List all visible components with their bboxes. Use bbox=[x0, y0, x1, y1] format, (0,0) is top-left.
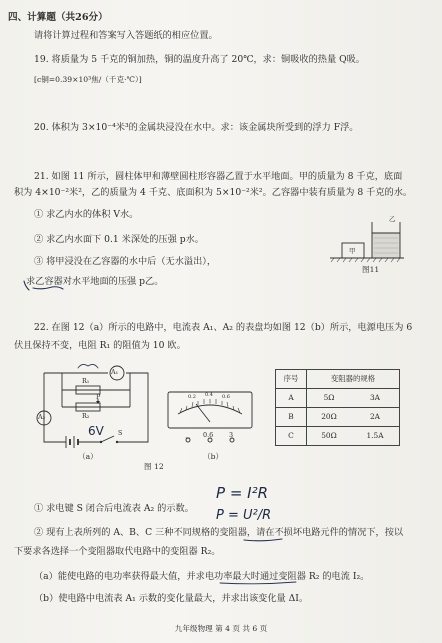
dial-terminal-06: 0.6 bbox=[203, 431, 214, 439]
figure-11-caption: 图11 bbox=[362, 265, 380, 274]
question-21-sub1: ① 求乙内水的体积 V水。 bbox=[34, 209, 139, 220]
ammeter-a1-label: A₁ bbox=[111, 368, 119, 376]
slider-p-label: P bbox=[96, 393, 101, 401]
question-19-note: [c铜=0.39×10³焦/（千克·℃）] bbox=[34, 75, 142, 84]
figure-12-caption: 图 12 bbox=[144, 462, 164, 471]
table-header: 序号 bbox=[276, 370, 307, 389]
section-instruction: 请将计算过程和答案写入答题纸的相应位置。 bbox=[34, 30, 218, 41]
dial-terminal-minus: − bbox=[185, 434, 191, 442]
question-22-line1: 22. 在图 12（a）所示的电路中，电流表 A₁、A₂ 的表盘均如图 12（b）所示，电源电压为 6 bbox=[34, 322, 413, 333]
figure-12a-caption: （a） bbox=[78, 452, 98, 461]
figure-11-label-jia: 甲 bbox=[349, 247, 356, 255]
question-22-line2: 伏且保持不变，电阻 R₁ 的阻值为 10 欧。 bbox=[14, 340, 186, 351]
handwritten-formula-2: P = U²/R bbox=[216, 508, 272, 523]
question-22-sub2b: 下要求各选择一个变阻器取代电路中的变阻器 R₂。 bbox=[14, 546, 221, 557]
dial-scale-small-1: 0.2 bbox=[188, 394, 196, 400]
ammeter-a2-label: A₂ bbox=[38, 413, 46, 421]
dial-terminal-3: 3 bbox=[229, 431, 234, 439]
question-22-sub2c: （a）能使电路的电功率获得最大值，并求电功率最大时通过变阻器 R₂ 的电流 I₂。 bbox=[34, 571, 370, 582]
section-title: 四、计算题（共26分） bbox=[8, 12, 108, 23]
table-cell: 3A bbox=[351, 389, 400, 408]
table-cell: 5Ω bbox=[307, 389, 352, 408]
question-21-line1: 21. 如图 11 所示，圆柱体甲和薄壁圆柱形容器乙置于水平地面。甲的质量为 8 千克，底面 bbox=[34, 171, 403, 182]
handwritten-formula-1: P = I²R bbox=[216, 484, 269, 502]
dial-scale-small-3: 0.6 bbox=[222, 394, 230, 400]
question-21-sub3b: 求乙容器对水平地面的压强 p乙。 bbox=[26, 276, 164, 287]
question-21-sub3a: ③ 将甲浸没在乙容器的水中后（无水溢出）， bbox=[34, 256, 217, 267]
question-21-sub2: ② 求乙内水面下 0.1 米深处的压强 p水。 bbox=[34, 234, 204, 245]
table-cell: C bbox=[276, 427, 307, 446]
handwritten-6v: 6V bbox=[88, 424, 104, 438]
question-22-sub2a: ② 现有上表所列的 A、B、C 三种不同规格的变阻器，请在不损坏电路元件的情况下，按以 bbox=[34, 527, 404, 538]
figure-11-label-yi: 乙 bbox=[389, 215, 396, 223]
table-cell: 2A bbox=[351, 408, 400, 427]
question-22-sub2d: （b）使电路中电流表 A₁ 示数的变化量最大，并求出该变化量 ΔI。 bbox=[34, 593, 309, 604]
page-footer: 九年级物理 第 4 页 共 6 页 bbox=[174, 624, 268, 633]
dial-scale-small-2: 0.4 bbox=[205, 392, 213, 398]
table-cell: 1.5A bbox=[351, 427, 400, 446]
table-header: 变阻器的规格 bbox=[307, 370, 400, 389]
question-20: 20. 体积为 3×10⁻⁴米³的金属块浸没在水中。求：该金属块所受到的浮力 F浮。 bbox=[34, 122, 359, 133]
figure-12b-caption: （b） bbox=[203, 452, 224, 461]
resistor-r2-label: R₂ bbox=[82, 412, 90, 420]
question-21-line2: 积为 4×10⁻²米²，乙的质量为 4 千克、底面积为 5×10⁻²米²。乙容器中装有质量为 8 千克的水。 bbox=[14, 187, 413, 198]
table-cell: A bbox=[276, 389, 307, 408]
question-19: 19. 将质量为 5 千克的铜加热，铜的温度升高了 20℃，求：铜吸收的热量 Q吸。 bbox=[34, 54, 365, 65]
table-cell: B bbox=[276, 408, 307, 427]
resistor-r1-label: R₁ bbox=[82, 377, 90, 385]
switch-s-label: S bbox=[118, 429, 123, 437]
table-cell: 50Ω bbox=[307, 427, 352, 446]
table-cell: 20Ω bbox=[307, 408, 352, 427]
question-22-sub1: ① 求电键 S 闭合后电流表 A₂ 的示数。 bbox=[34, 503, 194, 514]
